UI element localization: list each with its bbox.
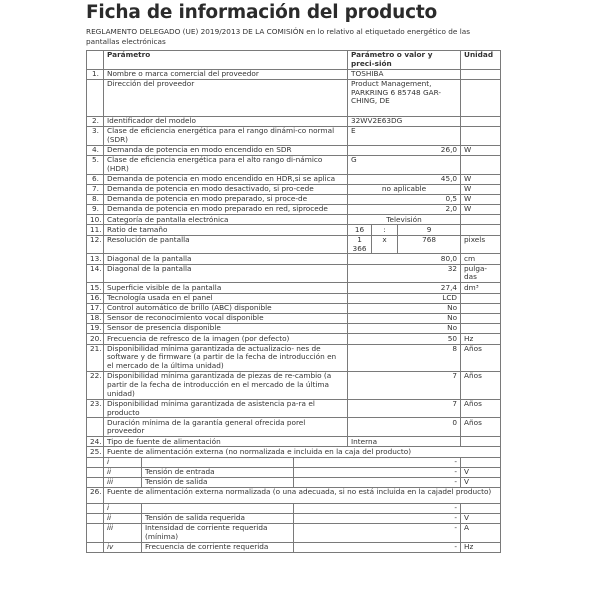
table-row: 13. Diagonal de la pantalla 80,0 cm bbox=[87, 254, 501, 264]
resolution-separator: x bbox=[372, 235, 398, 254]
row-value: No bbox=[348, 313, 461, 323]
row-unit: W bbox=[461, 145, 501, 155]
row-label: Identificador del modelo bbox=[104, 116, 348, 126]
row-label: Demanda de potencia en modo desactivado, si pro-cede bbox=[104, 184, 348, 194]
table-row: 9. Demanda de potencia en modo preparado en red, siprocede 2,0 W bbox=[87, 205, 501, 215]
table-row: 3. Clase de eficiencia energética para el rango dinámi-co normal (SDR) E bbox=[87, 126, 501, 145]
product-info-table bbox=[86, 50, 501, 553]
table-row: 12. Resolución de pantalla 1 366 x 768 pixels bbox=[87, 235, 501, 254]
row-value: No bbox=[348, 324, 461, 334]
table-row: 14. Diagonal de la pantalla 32 pulga-das bbox=[87, 264, 501, 283]
row-unit: Años bbox=[461, 418, 501, 437]
header-param: Parámetro bbox=[104, 51, 348, 70]
row-label: Clase de eficiencia energética para el alto rango di-námico (HDR) bbox=[104, 155, 348, 174]
table-row: 26. Fuente de alimentación externa normalizada (o una adecuada, si no está incluida en la cajadel producto) bbox=[87, 488, 501, 504]
table-row: 11. Ratio de tamaño 16 : 9 bbox=[87, 225, 501, 235]
table-row: 2. Identificador del modelo 32WV2E63DG bbox=[87, 116, 501, 126]
row-label: Ratio de tamaño bbox=[104, 225, 348, 235]
row-unit: Años bbox=[461, 399, 501, 418]
row-value: Product Management, PARKRING 6 85748 GAR-CHING, DE bbox=[348, 79, 461, 116]
row-unit: cm bbox=[461, 254, 501, 264]
row-value: G bbox=[348, 155, 461, 174]
row-value: 45,0 bbox=[348, 174, 461, 184]
row-label: Demanda de potencia en modo encendido en SDR bbox=[104, 145, 348, 155]
table-row: iii Intensidad de corriente requerida (mínima) - A bbox=[87, 524, 501, 543]
row-unit: pixels bbox=[461, 235, 501, 254]
row-unit: W bbox=[461, 205, 501, 215]
table-row: ii Tensión de entrada - V bbox=[87, 467, 501, 477]
row-unit: Años bbox=[461, 344, 501, 372]
row-label: Tecnología usada en el panel bbox=[104, 293, 348, 303]
table-row: 18. Sensor de reconocimiento vocal disponible No bbox=[87, 313, 501, 323]
table-row: 10. Categoría de pantalla electrónica Televisión bbox=[87, 215, 501, 225]
row-unit: Años bbox=[461, 372, 501, 400]
row-value: No bbox=[348, 303, 461, 313]
row-unit: W bbox=[461, 174, 501, 184]
row-value: Televisión bbox=[348, 215, 461, 225]
table-row bbox=[87, 418, 501, 437]
row-value: Interna bbox=[348, 437, 461, 447]
table-row: 7. Demanda de potencia en modo desactivado, si pro-cede no aplicable W bbox=[87, 184, 501, 194]
resolution-width: 1 366 bbox=[348, 235, 372, 254]
row-unit: dm³ bbox=[461, 283, 501, 293]
row-unit: W bbox=[461, 184, 501, 194]
section-label: Fuente de alimentación externa (no normalizada e incluida en la caja del producto) bbox=[104, 447, 501, 457]
row-value: 26,0 bbox=[348, 145, 461, 155]
row-label: Tipo de fuente de alimentación bbox=[104, 437, 348, 447]
row-label: Disponibilidad mínima garantizada de actualizacio- nes de software y de firmware (a partir de la fecha de introducción en el mercado de la última unidad) bbox=[104, 344, 348, 372]
table-row: 4. Demanda de potencia en modo encendido en SDR 26,0 W bbox=[87, 145, 501, 155]
page-title: Ficha de información del producto bbox=[86, 2, 438, 23]
row-label: Diagonal de la pantalla bbox=[104, 254, 348, 264]
table-row: 15. Superficie visible de la pantalla 27,4 dm³ bbox=[87, 283, 501, 293]
table-row: 6. Demanda de potencia en modo encendido en HDR,si se aplica 45,0 W bbox=[87, 174, 501, 184]
row-value: 32 bbox=[348, 264, 461, 283]
table-row: iv Frecuencia de corriente requerida - Hz bbox=[87, 542, 501, 552]
table-row: 25. Fuente de alimentación externa (no normalizada e incluida en la caja del producto) bbox=[87, 447, 501, 457]
row-label: Nombre o marca comercial del proveedor bbox=[104, 69, 348, 79]
row-value: 7 bbox=[348, 399, 461, 418]
ratio-separator: : bbox=[372, 225, 398, 235]
row-label: Sensor de presencia disponible bbox=[104, 324, 348, 334]
row-label: Disponibilidad mínima garantizada de piezas de re-cambio (a partir de la fecha de introducción en el mercado de la última unidad) bbox=[104, 372, 348, 400]
table-row: iii Tensión de salida - V bbox=[87, 478, 501, 488]
table-row bbox=[87, 79, 501, 116]
table-row: 22. Disponibilidad mínima garantizada de piezas de re-cambio (a partir de la fecha de introducción en el mercado de la última unidad) 7 Años bbox=[87, 372, 501, 400]
row-value: LCD bbox=[348, 293, 461, 303]
row-label: Frecuencia de refresco de la imagen (por defecto) bbox=[104, 334, 348, 344]
row-value: E bbox=[348, 126, 461, 145]
table-row: 5. Clase de eficiencia energética para el alto rango di-námico (HDR) G bbox=[87, 155, 501, 174]
row-label: Clase de eficiencia energética para el rango dinámi-co normal (SDR) bbox=[104, 126, 348, 145]
table-row: 23. Disponibilidad mínima garantizada de asistencia pa-ra el producto 7 Años bbox=[87, 399, 501, 418]
table-row: 8. Demanda de potencia en modo preparado, si proce-de 0,5 W bbox=[87, 194, 501, 204]
row-value: 50 bbox=[348, 334, 461, 344]
regulation-subtitle: REGLAMENTO DELEGADO (UE) 2019/2013 DE LA COMISIÓN en lo relativo al etiquetado energético de las pantallas electrónicas bbox=[86, 27, 471, 46]
row-value: 7 bbox=[348, 372, 461, 400]
row-value: 32WV2E63DG bbox=[348, 116, 461, 126]
table-row: ii Tensión de salida requerida - V bbox=[87, 513, 501, 523]
table-row: 1. Nombre o marca comercial del proveedor TOSHIBA bbox=[87, 69, 501, 79]
resolution-height: 768 bbox=[398, 235, 461, 254]
row-label: Control automático de brillo (ABC) disponible bbox=[104, 303, 348, 313]
row-value: 0 bbox=[348, 418, 461, 437]
row-value: 2,0 bbox=[348, 205, 461, 215]
row-label: Sensor de reconocimiento vocal disponible bbox=[104, 313, 348, 323]
row-label: Demanda de potencia en modo preparado en red, siprocede bbox=[104, 205, 348, 215]
ratio-height: 9 bbox=[398, 225, 461, 235]
row-value: 27,4 bbox=[348, 283, 461, 293]
row-label: Diagonal de la pantalla bbox=[104, 264, 348, 283]
row-value: no aplicable bbox=[348, 184, 461, 194]
table-row: i - bbox=[87, 457, 501, 467]
table-row: 17. Control automático de brillo (ABC) disponible No bbox=[87, 303, 501, 313]
table-row: 19. Sensor de presencia disponible No bbox=[87, 324, 501, 334]
table-row: 21. Disponibilidad mínima garantizada de actualizacio- nes de software y de firmware (a partir de la fecha de introducción en el mercado de la última unidad) 8 Años bbox=[87, 344, 501, 372]
header-unit: Unidad bbox=[461, 51, 501, 70]
ratio-width: 16 bbox=[348, 225, 372, 235]
row-label: Categoría de pantalla electrónica bbox=[104, 215, 348, 225]
section-label: Fuente de alimentación externa normalizada (o una adecuada, si no está incluida en la cajadel producto) bbox=[104, 488, 501, 504]
table-row: i - bbox=[87, 503, 501, 513]
row-label: Demanda de potencia en modo encendido en HDR,si se aplica bbox=[104, 174, 348, 184]
table-row: 24. Tipo de fuente de alimentación Interna bbox=[87, 437, 501, 447]
row-label: Demanda de potencia en modo preparado, si proce-de bbox=[104, 194, 348, 204]
row-unit: Hz bbox=[461, 334, 501, 344]
row-unit: pulga-das bbox=[461, 264, 501, 283]
row-label: Dirección del proveedor bbox=[104, 79, 348, 116]
row-value: 80,0 bbox=[348, 254, 461, 264]
header-value: Parámetro o valor y preci-sión bbox=[348, 51, 461, 70]
row-value: 8 bbox=[348, 344, 461, 372]
row-label: Superficie visible de la pantalla bbox=[104, 283, 348, 293]
row-unit: W bbox=[461, 194, 501, 204]
row-value: TOSHIBA bbox=[348, 69, 461, 79]
table-header-row bbox=[87, 51, 501, 70]
row-value: 0,5 bbox=[348, 194, 461, 204]
row-label: Resolución de pantalla bbox=[104, 235, 348, 254]
row-label: Disponibilidad mínima garantizada de asistencia pa-ra el producto bbox=[104, 399, 348, 418]
table-row: 16. Tecnología usada en el panel LCD bbox=[87, 293, 501, 303]
row-label: Duración mínima de la garantía general ofrecida porel proveedor bbox=[104, 418, 348, 437]
table-row: 20. Frecuencia de refresco de la imagen (por defecto) 50 Hz bbox=[87, 334, 501, 344]
